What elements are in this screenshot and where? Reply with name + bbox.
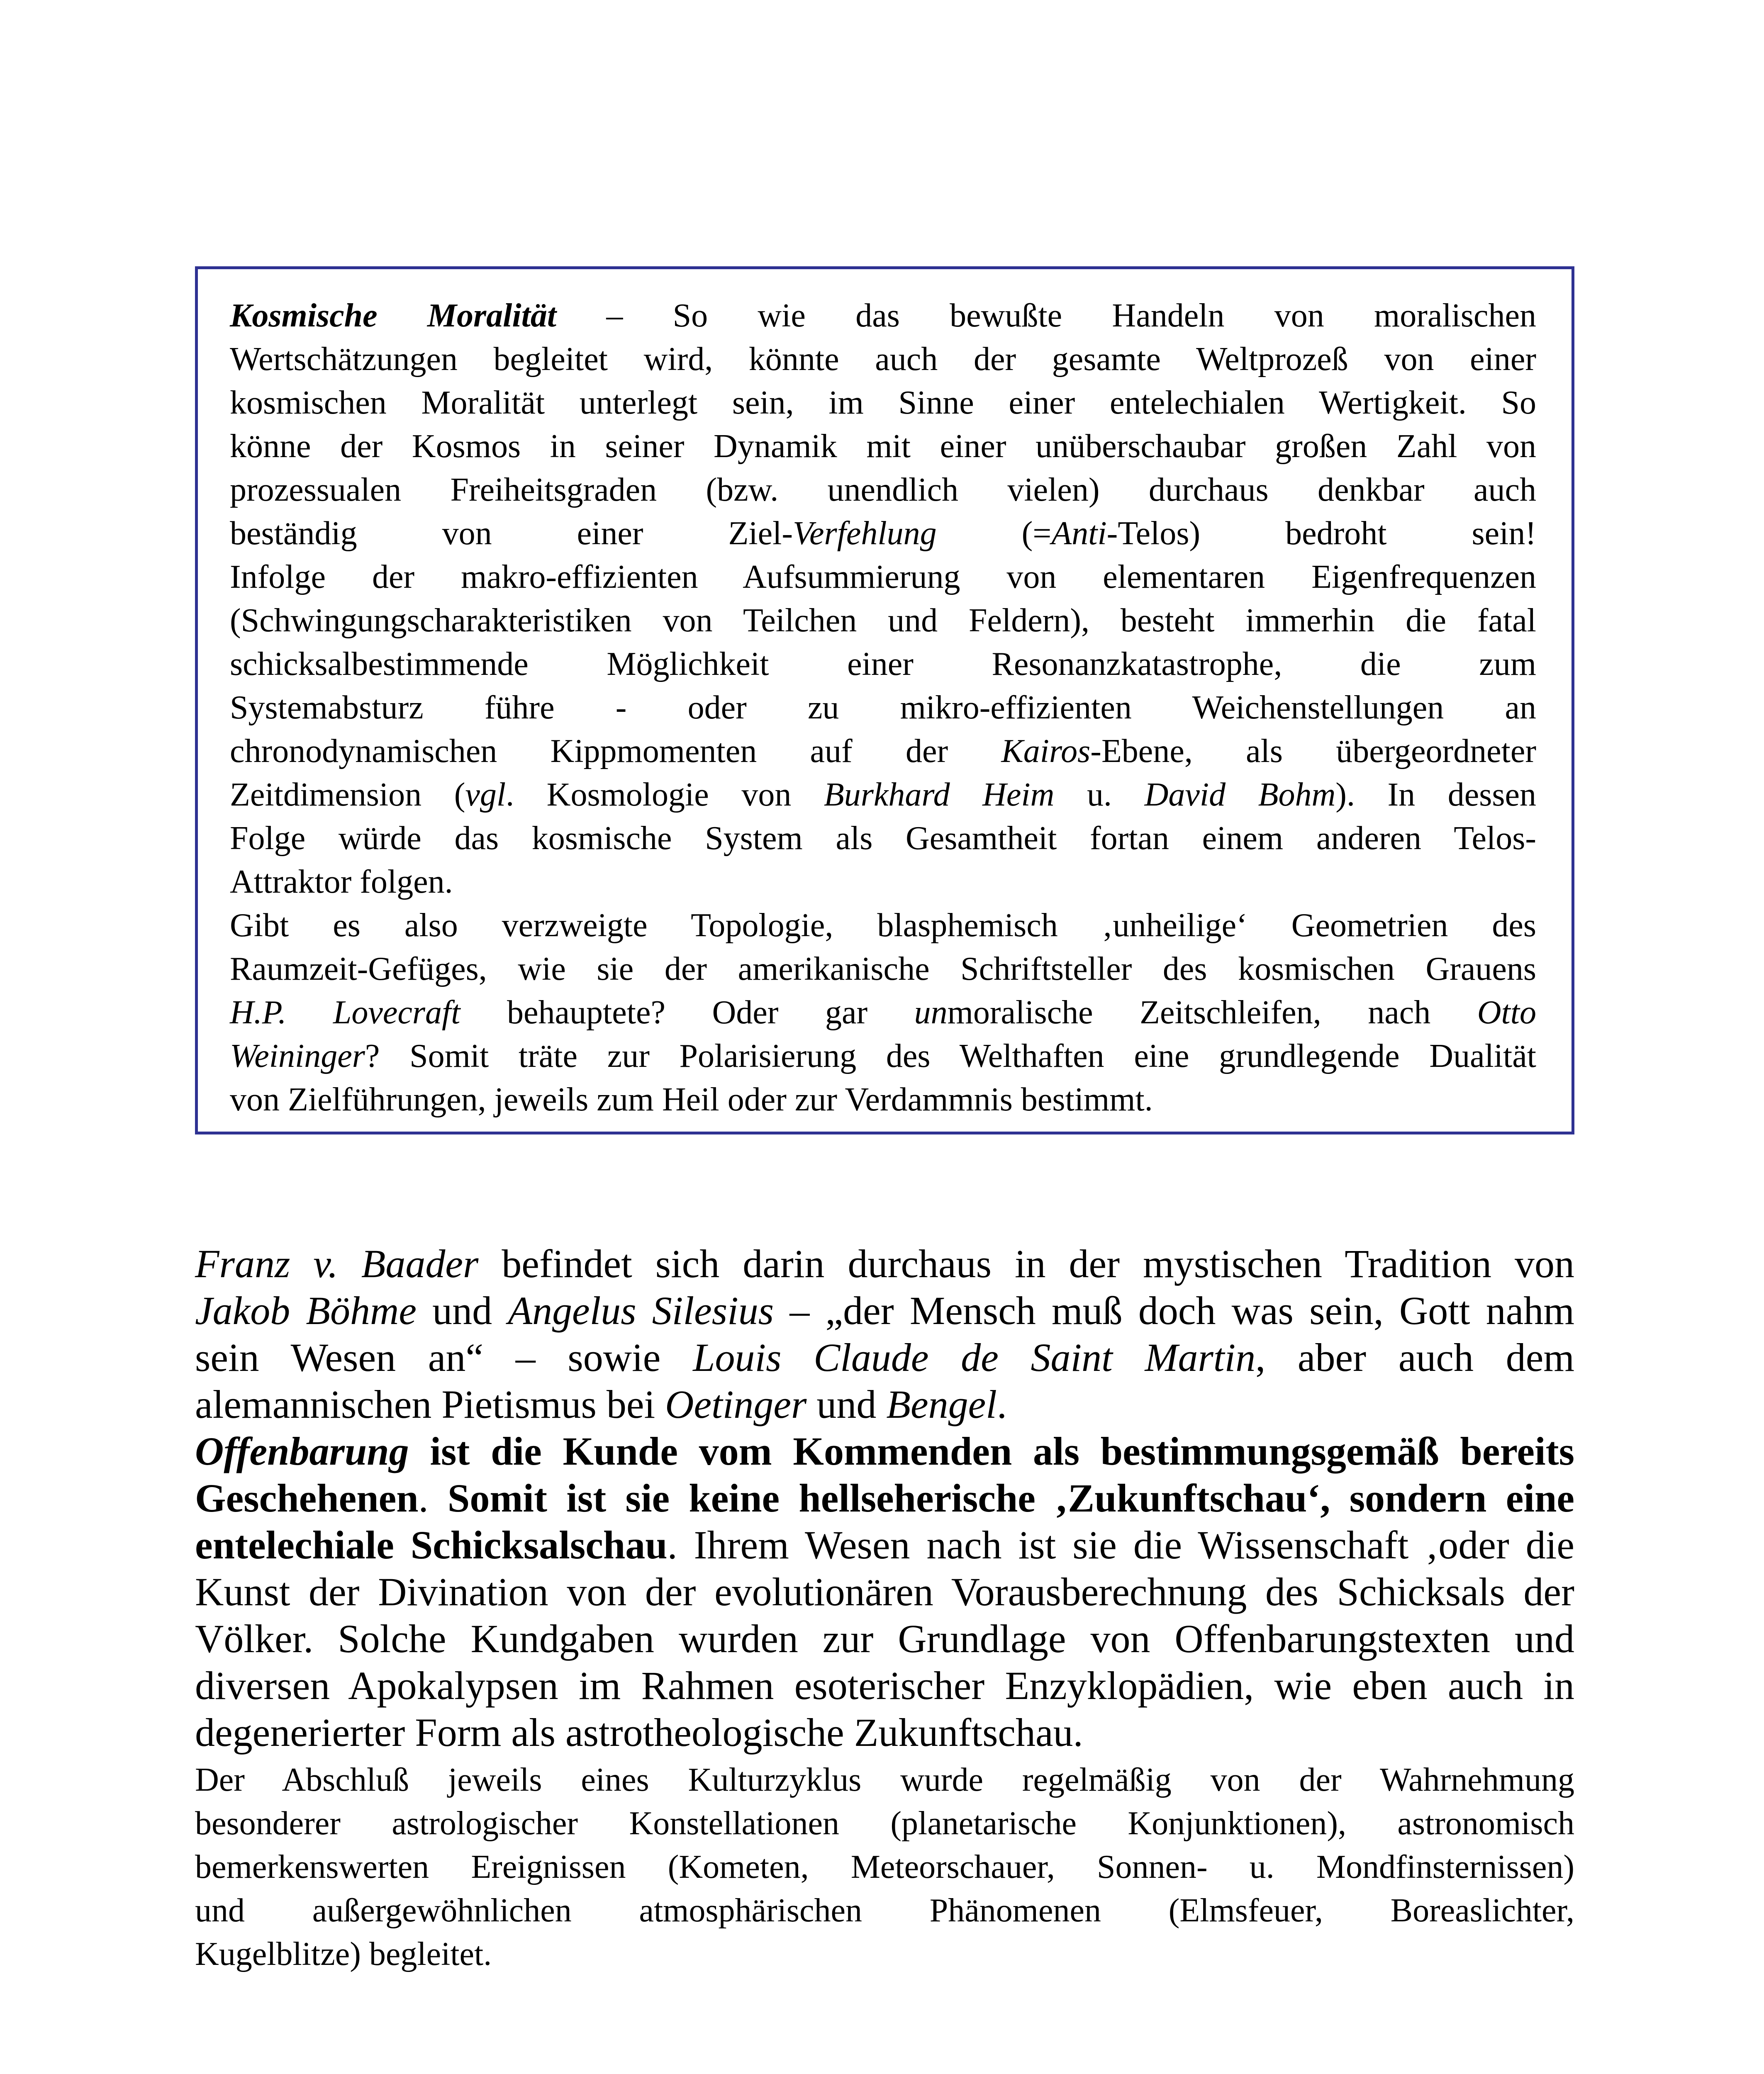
text-run: prozessualen Freiheitsgraden (bzw. unendlich vielen) durchaus denkbar auch [230, 472, 1536, 508]
text-run: Völker. Solche Kundgaben wurden zur Grundlage von Offenbarungstexten und [195, 1616, 1574, 1661]
main-big-line [195, 1662, 1574, 1709]
text-run: Folge würde das kosmische System als Gesamtheit fortan einem anderen Telos- [230, 820, 1536, 857]
text-run: kosmischen Moralität unterlegt sein, im Sinne einer entelechialen Wertigkeit. So [230, 385, 1536, 421]
main-small-line [195, 1845, 1574, 1889]
main-big-line [195, 1568, 1574, 1615]
text-run: Jakob Böhme [195, 1288, 417, 1333]
text-run: un [914, 994, 948, 1031]
box-line [230, 643, 1536, 686]
text-run: Raumzeit-Gefüges, wie sie der amerikanische Schriftsteller des kosmischen Grauens [230, 951, 1536, 987]
text-run: Franz v. Baader [195, 1241, 479, 1286]
text-run: Verfehlung [792, 515, 937, 552]
text-run: Geschehenen [195, 1476, 419, 1520]
text-run: David Bohm [1144, 777, 1336, 813]
text-run: . [418, 1476, 448, 1520]
box-line [230, 1035, 1536, 1078]
text-run: Infolge der makro-effizienten Aufsummierung von elementaren Eigenfrequenzen [230, 559, 1536, 595]
box-line [230, 904, 1536, 947]
info-box [195, 266, 1574, 1134]
main-big-line [195, 1428, 1574, 1475]
text-run: Kugelblitze) begleitet. [195, 1936, 492, 1972]
text-run: entelechiale Schicksalschau [195, 1523, 668, 1567]
text-run: Burkhard Heim [824, 777, 1055, 813]
text-run: schicksalbestimmende Möglichkeit einer Resonanzkatastrophe, die zum [230, 646, 1536, 682]
text-run: Weininger [230, 1038, 365, 1074]
text-run: befindet sich darin durchaus in der mystischen Tradition von [478, 1241, 1575, 1286]
text-run: H.P. Lovecraft [230, 994, 460, 1031]
text-run: und außergewöhnlichen atmosphärischen Phänomenen (Elmsfeuer, Boreaslichter, [195, 1892, 1574, 1929]
main-small-line [195, 1758, 1574, 1802]
text-run: alemannischen Pietismus bei [195, 1382, 665, 1426]
text-run: ). In dessen [1335, 777, 1536, 813]
text-run: Gibt es also verzweigte Topologie, blasphemisch ‚unheilige‘ Geometrien des [230, 907, 1536, 944]
main-big-line [195, 1521, 1574, 1568]
box-line [230, 555, 1536, 599]
text-run: – „der Mensch muß doch was sein, Gott nahm [774, 1288, 1575, 1333]
text-run: Bengel [886, 1382, 997, 1426]
text-run: Oetinger [665, 1382, 807, 1426]
box-line [230, 817, 1536, 860]
main-small-line [195, 1802, 1574, 1845]
paragraph-kulturzyklus [195, 1758, 1574, 1976]
box-line [230, 381, 1536, 425]
text-run: Kosmische Moralität [230, 297, 557, 334]
text-run: moralische Zeitschleifen, nach [947, 994, 1477, 1031]
text-run: von Zielführungen, jeweils zum Heil oder zur Verdammnis bestimmt. [230, 1081, 1153, 1118]
box-line [230, 860, 1536, 904]
text-run: bemerkenswerten Ereignissen (Kometen, Meteorschauer, Sonnen- u. Mondfinsternissen) [195, 1849, 1574, 1885]
text-run: . Ihrem Wesen nach ist sie die Wissenschaft ‚oder die [667, 1523, 1575, 1567]
text-run: u. [1054, 777, 1145, 813]
text-run: sein Wesen an“ – sowie [195, 1335, 693, 1380]
box-line [230, 730, 1536, 773]
text-run: und [806, 1382, 887, 1426]
text-run: (Schwingungscharakteristiken von Teilchen und Feldern), besteht immerhin die fatal [230, 602, 1536, 639]
main-small-line [195, 1889, 1574, 1933]
main-big-line [195, 1615, 1574, 1662]
box-line [230, 947, 1536, 991]
text-run: behauptete? Oder gar [460, 994, 914, 1031]
text-run: . [997, 1382, 1007, 1426]
text-run: Systemabsturz führe - oder zu mikro-effizienten Weichenstellungen an [230, 689, 1536, 726]
text-run: Louis Claude de Saint Martin [693, 1335, 1256, 1380]
paragraph-baader [195, 1240, 1574, 1756]
text-run: – So wie das bewußte Handeln von moralischen [556, 297, 1536, 334]
text-run: degenerierter Form als astrotheologische Zukunftschau. [195, 1710, 1083, 1755]
main-big-line [195, 1240, 1574, 1287]
main-big-line [195, 1334, 1574, 1381]
text-run: ? Somit träte zur Polarisierung des Welthaften eine grundlegende Dualität [365, 1038, 1536, 1074]
box-line [230, 991, 1536, 1035]
main-big-line [195, 1709, 1574, 1756]
text-run: -Telos) bedroht sein! [1106, 515, 1536, 552]
text-run: Otto [1477, 994, 1536, 1031]
text-run: Der Abschluß jeweils eines Kulturzyklus wurde regelmäßig von der Wahrnehmung [195, 1762, 1574, 1798]
main-big-line [195, 1475, 1574, 1521]
text-run: Anti [1051, 515, 1107, 552]
box-line [230, 294, 1536, 338]
box-line [230, 686, 1536, 730]
text-run: ist die Kunde vom Kommenden als bestimmungsgemäß bereits [409, 1429, 1574, 1473]
text-run: , aber auch dem [1255, 1335, 1575, 1380]
text-run: beständig von einer Ziel- [230, 515, 793, 552]
text-run: Offenbarung [195, 1429, 409, 1473]
box-line [230, 425, 1536, 468]
box-line [230, 1078, 1536, 1122]
text-run: Wertschätzungen begleitet wird, könnte auch der gesamte Weltprozeß von einer [230, 341, 1536, 377]
text-run: und [416, 1288, 508, 1333]
box-line [230, 338, 1536, 381]
text-run: Angelus Silesius [508, 1288, 774, 1333]
main-big-line [195, 1381, 1574, 1428]
main-big-line [195, 1287, 1574, 1334]
text-run: vgl [465, 777, 506, 813]
main-text [195, 1240, 1574, 1976]
text-run: Zeitdimension ( [230, 777, 465, 813]
text-run: Somit ist sie keine hellseherische ‚Zukunftschau‘, sondern eine [447, 1476, 1575, 1520]
text-run: Attraktor folgen. [230, 864, 453, 900]
text-run: chronodynamischen Kippmomenten auf der [230, 733, 1001, 769]
box-line [230, 773, 1536, 817]
text-run: . Kosmologie von [506, 777, 824, 813]
box-line [230, 512, 1536, 555]
text-run: Kunst der Divination von der evolutionären Vorausberechnung des Schicksals der [195, 1570, 1574, 1614]
text-run: könne der Kosmos in seiner Dynamik mit einer unüberschaubar großen Zahl von [230, 428, 1536, 465]
text-run: Kairos [1001, 733, 1091, 769]
text-run: (= [936, 515, 1052, 552]
box-line [230, 599, 1536, 643]
text-run: besonderer astrologischer Konstellationen (planetarische Konjunktionen), astronomisch [195, 1805, 1574, 1842]
main-small-line [195, 1933, 1574, 1976]
text-run: diversen Apokalypsen im Rahmen esoterischer Enzyklopädien, wie eben auch in [195, 1663, 1574, 1708]
box-line [230, 468, 1536, 512]
text-run: -Ebene, als übergeordneter [1090, 733, 1536, 769]
